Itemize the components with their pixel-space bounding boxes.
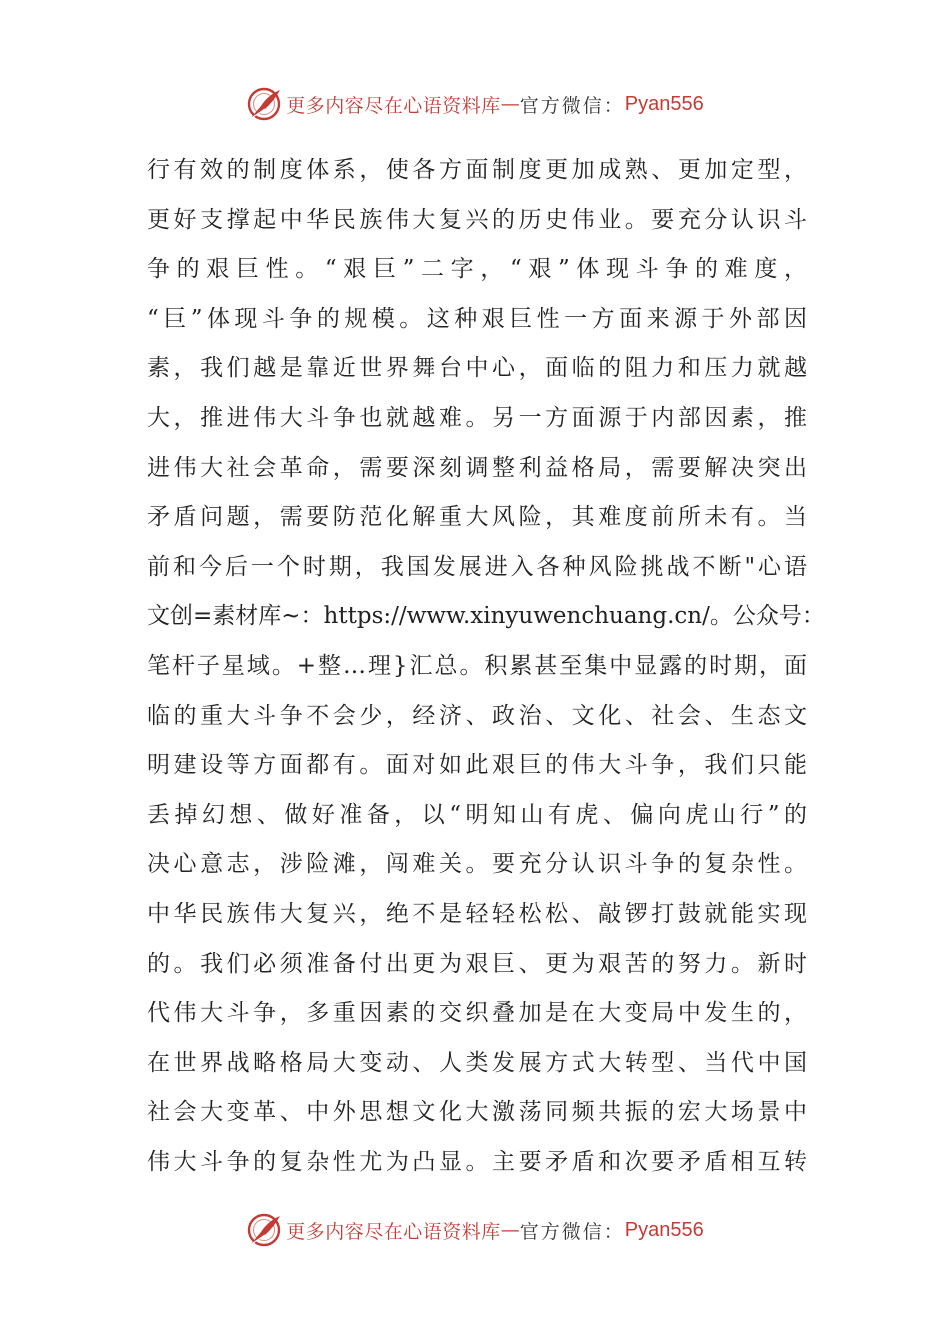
text-line-4: “巨”体现斗争的规模。这种艰巨性一方面来源于外部因: [147, 305, 807, 332]
text-line-17: 的。我们必须准备付出更为艰巨、更为艰苦的努力。新时: [147, 950, 807, 977]
text-line-13: 明建设等方面都有。面对如此艰巨的伟大斗争，我们只能: [147, 752, 807, 779]
text-line-1: 行有效的制度体系，使各方面制度更加成熟、更加定型，: [147, 157, 807, 183]
text-line-11: 笔杆子星域。+整…理}汇总。积累甚至集中显露的时期，面: [147, 652, 807, 679]
document-body: [147, 146, 825, 1187]
text-line-7: 进伟大社会革命，需要深刻调整利益格局，需要解决突出: [147, 454, 807, 481]
header-wechat-id: Pyan556: [624, 92, 704, 115]
text-line-5: 素，我们越是靠近世界舞台中心，面临的阻力和压力就越: [147, 355, 807, 382]
text-line-21: 伟大斗争的复杂性尤为凸显。主要矛盾和次要矛盾相互转: [147, 1148, 807, 1175]
footer-wechat-label: 官方微信：: [519, 1220, 625, 1243]
header-promo-text: 更多内容尽在心语资料库: [286, 94, 501, 117]
text-line-20: 社会大变革、中外思想文化大激荡同频共振的宏大场景中: [147, 1099, 807, 1126]
footer-banner: [0, 1210, 950, 1250]
header-separator: —: [500, 93, 520, 115]
text-line-10: 文创=素材库~：https://www.xinyuwenchuang.cn/。公众号：: [147, 603, 825, 630]
header-banner: [0, 84, 950, 124]
quill-logo-icon: [246, 1212, 282, 1248]
text-line-12: 临的重大斗争不会少，经济、政治、文化、社会、生态文: [147, 702, 807, 729]
text-line-14: 丢掉幻想、做好准备，以“明知山有虎、偏向虎山行”的: [147, 801, 807, 828]
text-line-15: 决心意志，涉险滩，闯难关。要充分认识斗争的复杂性。: [147, 851, 807, 878]
text-line-2: 更好支撑起中华民族伟大复兴的历史伟业。要充分认识斗: [147, 206, 807, 233]
text-line-9: 前和今后一个时期，我国发展进入各种风险挑战不断"心语: [147, 553, 807, 580]
text-line-16: 中华民族伟大复兴，绝不是轻轻松松、敲锣打鼓就能实现: [147, 900, 807, 927]
footer-separator: —: [500, 1219, 520, 1241]
text-line-19: 在世界战略格局大变动、人类发展方式大转型、当代中国: [147, 1049, 807, 1076]
text-line-3: 争的艰巨性。“艰巨”二字，“艰”体现斗争的难度，: [147, 256, 807, 283]
header-wechat-label: 官方微信：: [519, 94, 625, 117]
quill-logo-icon: [246, 86, 282, 122]
footer-promo-text: 更多内容尽在心语资料库: [286, 1220, 501, 1243]
text-line-6: 大，推进伟大斗争也就越难。另一方面源于内部因素，推: [147, 404, 807, 431]
text-line-18: 代伟大斗争，多重因素的交织叠加是在大变局中发生的，: [147, 1000, 807, 1027]
text-line-8: 矛盾问题，需要防范化解重大风险，其难度前所未有。当: [147, 504, 807, 531]
footer-wechat-id: Pyan556: [624, 1218, 704, 1241]
